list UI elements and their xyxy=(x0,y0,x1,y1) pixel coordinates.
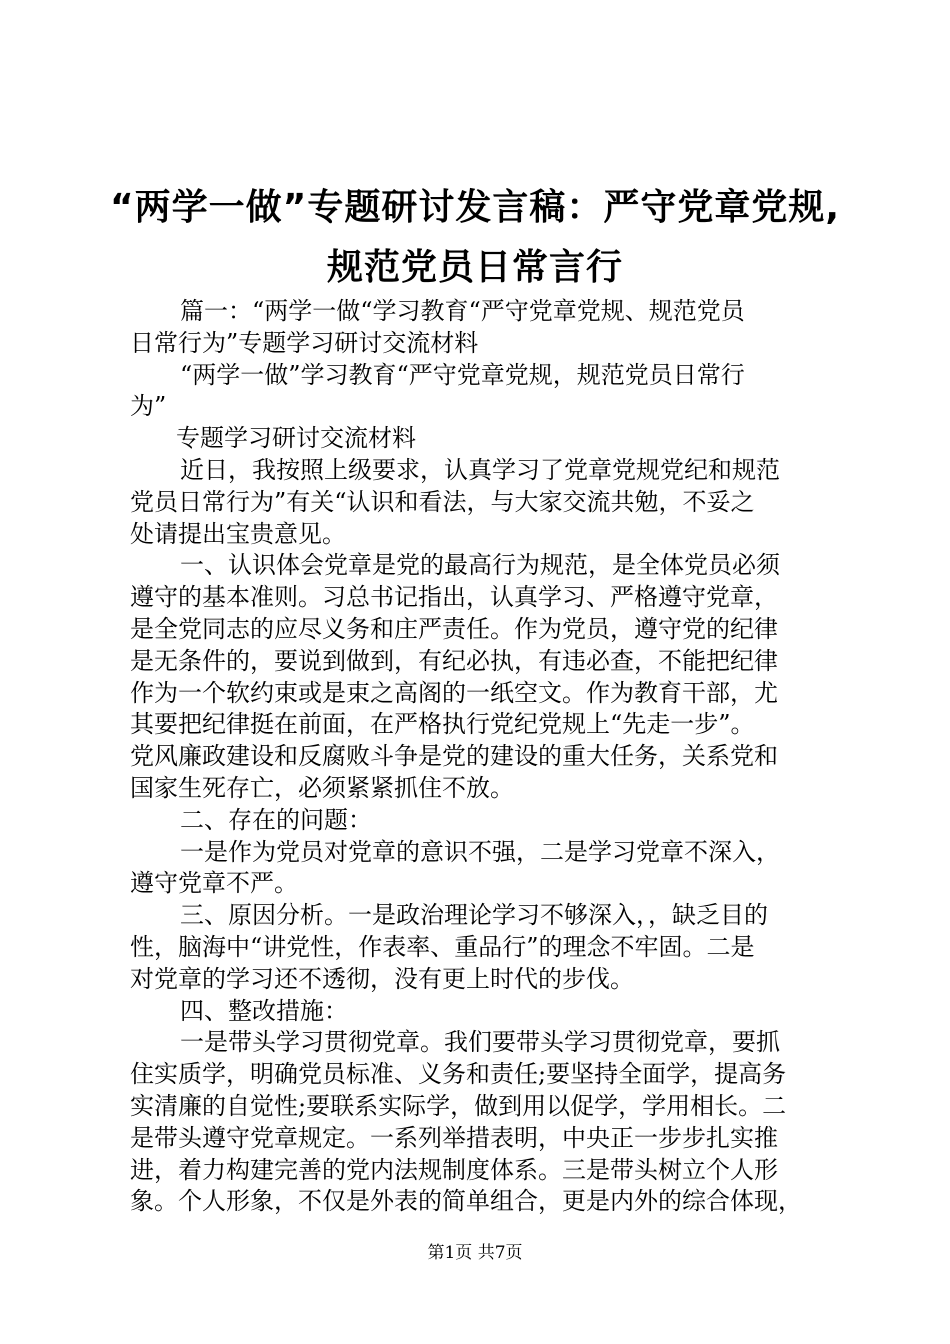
body-line: 作为一个软约束或是束之高阁的一纸空文。作为教育干部，尤 xyxy=(130,678,778,707)
body-line: 三、原因分析。一是政治理论学习不够深入，，缺乏目的 xyxy=(180,901,768,930)
body-line: 是带头遵守党章规定。一系列举措表明，中央正一步步扎实推 xyxy=(130,1123,778,1152)
body-line: 对党章的学习还不透彻，没有更上时代的步伐。 xyxy=(130,964,634,993)
body-line: 进，着力构建完善的党内法规制度体系。三是带头树立个人形 xyxy=(130,1155,778,1184)
body-line: 一是带头学习贯彻党章。我们要带头学习贯彻党章，要抓 xyxy=(180,1028,780,1057)
body-line: 象。个人形象，不仅是外表的简单组合，更是内外的综合体现， xyxy=(130,1187,802,1216)
page-number-footer: 第1页 共7页 xyxy=(427,1243,523,1263)
body-line: 处请提出宝贵意见。 xyxy=(130,519,346,548)
body-line: 为” xyxy=(130,392,167,421)
body-line: 实清廉的自觉性;要联系实际学，做到用以促学，学用相长。二 xyxy=(130,1091,787,1120)
body-line: 一是作为党员对党章的意识不强，二是学习党章不深入， xyxy=(180,837,780,866)
body-line: 是无条件的，要说到做到，有纪必执，有违必查，不能把纪律 xyxy=(130,646,778,675)
body-line: 日常行为”专题学习研讨交流材料 xyxy=(130,328,479,357)
body-line: 遵守党章不严。 xyxy=(130,869,298,898)
body-line: 党风廉政建设和反腐败斗争是党的建设的重大任务，关系党和 xyxy=(130,742,778,771)
body-line: 党员日常行为”有关“认识和看法，与大家交流共勉，不妥之 xyxy=(130,487,755,516)
body-line: 国家生死存亡，必须紧紧抓住不放。 xyxy=(130,773,514,802)
document-body xyxy=(130,296,838,1218)
body-line: 专题学习研讨交流材料 xyxy=(176,424,416,453)
body-line: 性，脑海中“讲党性，作表率、重品行”的理念不牢固。二是 xyxy=(130,932,755,961)
body-line: 近日，我按照上级要求，认真学习了党章党规党纪和规范 xyxy=(180,455,780,484)
document-title-line-1: “两学一做”专题研讨发言稿：严守党章党规, xyxy=(110,187,840,228)
body-line: 四、整改措施： xyxy=(180,996,348,1025)
body-line: “两学一做”学习教育“严守党章党规，规范党员日常行 xyxy=(180,360,745,389)
body-line: 篇一：“两学一做“学习教育“严守党章党规、规范党员 xyxy=(180,297,745,325)
document-title-line-2: 规范党员日常言行 xyxy=(326,247,623,288)
body-line: 二、存在的问题： xyxy=(180,805,372,834)
body-line: 遵守的基本准则。习总书记指出，认真学习、严格遵守党章， xyxy=(130,583,778,612)
body-line: 一、认识体会党章是党的最高行为规范，是全体党员必须 xyxy=(180,551,780,580)
body-line: 住实质学，明确党员标准、义务和责任;要坚持全面学，提高务 xyxy=(130,1060,787,1089)
body-line: 是全党同志的应尽义务和庄严责任。作为党员，遵守党的纪律 xyxy=(130,614,778,643)
body-line: 其要把纪律挺在前面，在严格执行党纪党规上“先走一步”。 xyxy=(130,710,755,739)
